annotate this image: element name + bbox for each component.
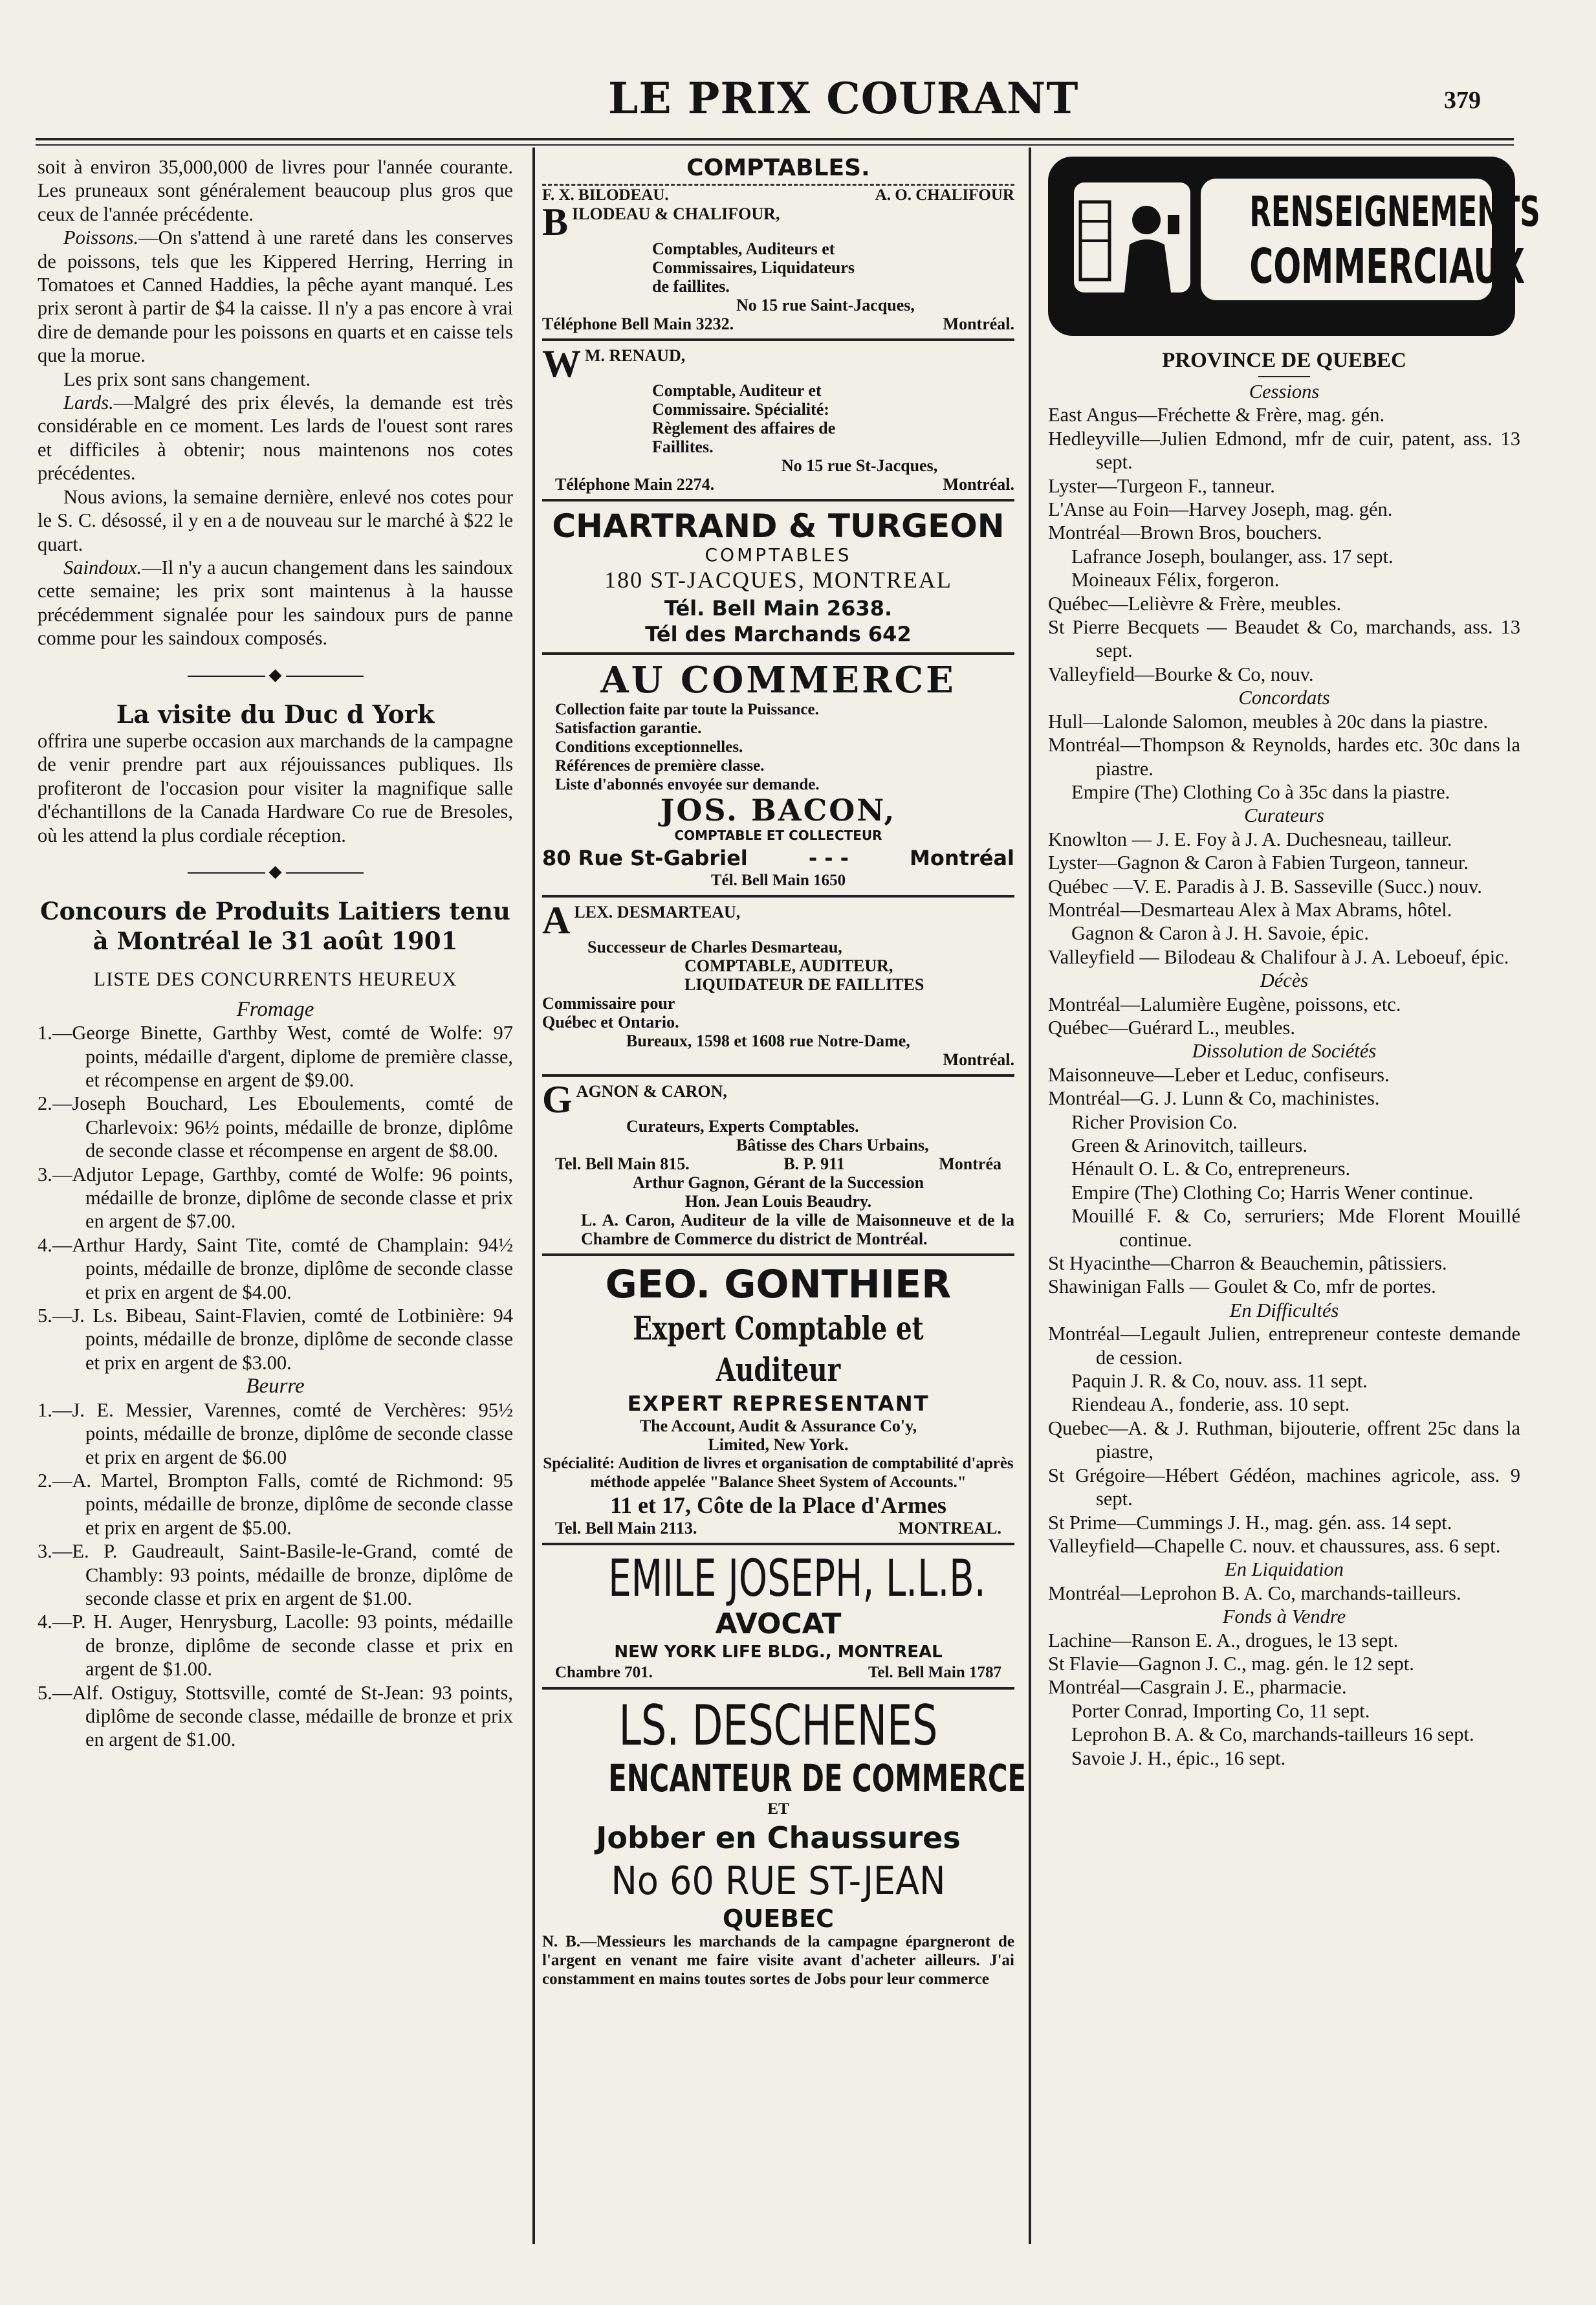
firm-name: JOS. BACON, — [660, 793, 897, 828]
notice-item: Lyster—Turgeon F., tanneur. — [1048, 474, 1275, 497]
paragraph: soit à environ 35,000,000 de livres pour l'année courante. Les pruneaux sont généralement beaucoup plus gros que ceux de l'année précédente. — [38, 156, 513, 225]
ad-line: Bâtisse des Chars Urbains, — [736, 1136, 929, 1154]
ad-address: 180 ST-JACQUES, MONTREAL — [604, 567, 952, 593]
article-title: Concours de Produits Laitiers tenu — [40, 897, 510, 926]
ad-line: ET — [767, 1800, 789, 1818]
ad-line: Références de première classe. — [555, 757, 765, 775]
ad-title: AU COMMERCE — [600, 659, 956, 701]
separator: - - - — [808, 846, 849, 870]
notice-item: Green & Arinovitch, tailleurs. — [1071, 1134, 1308, 1156]
ad-line: Collection faite par toute la Puissance. — [555, 701, 819, 718]
ad-address: 80 Rue St-Gabriel — [542, 846, 748, 870]
paragraph-text: —On s'attend à une rareté dans les conserves de poissons, tels que les Kippered Herring, Herring in Tomatoes et Canned Haddies, la pêche ayant manqué. Les prix seront à partir de $4 la caisse. Il n'y a pas encore à vrai dire de demande pour les poissons en quarts et en caisse tels que la morue. — [38, 226, 513, 367]
ad-address: 11 et 17, Côte de la Place d'Armes — [610, 1492, 946, 1518]
ad-phone: Tel. Bell Main 2113. — [555, 1519, 697, 1538]
ad-line: Hon. Jean Louis Beaudry. — [684, 1192, 872, 1211]
article-title: La visite du Duc d York — [116, 699, 435, 729]
notice-item: L'Anse au Foin—Harvey Joseph, mag. gén. — [1048, 498, 1393, 521]
ad-line: The Account, Audit & Assurance Co'y, — [639, 1417, 917, 1435]
province-heading: PROVINCE DE QUEBEC — [1162, 349, 1406, 372]
section-heading: En Difficultés — [1229, 1299, 1339, 1321]
list-item: 4.—P. H. Auger, Henrysburg, Lacolle: 93 points, médaille de bronze, diplôme de seconde classe et prix en argent de $1.00. — [38, 1611, 513, 1681]
ad-line: Arthur Gagnon, Gérant de la Succession — [632, 1173, 924, 1192]
list-item: 5.—J. Ls. Bibeau, Saint-Flavien, comté de Lotbinière: 94 points, médaille de bronze, diplôme de seconde classe et prix en argent de $3.00. — [38, 1305, 513, 1374]
ad-address: No 60 RUE ST-JEAN — [611, 1858, 946, 1904]
firm-name: ILODEAU & CHALIFOUR, — [572, 204, 780, 223]
ad-address: NEW YORK LIFE BLDG., MONTREAL — [614, 1642, 943, 1662]
ad-line: Spécialité: Audition de livres et organisation de comptabilité d'après méthode appelée "Balance Sheet System of Accounts." — [543, 1455, 1014, 1491]
firm-name: M. RENAUD, — [585, 346, 686, 365]
paragraph-text: —Malgré des prix élevés, la demande est très considérable en ce moment. Les lards de l'ouest sont rares et difficiles à obtenir; nous maintenons nos cotes précédentes. — [38, 392, 513, 485]
ad-au-commerce — [542, 660, 1014, 898]
ad-line: Satisfaction garantie. — [555, 720, 702, 737]
notice-item: St Flavie—Gagnon J. C., mag. gén. le 12 sept. — [1048, 1652, 1414, 1675]
notice-item: Valleyfield—Bourke & Co, nouv. — [1048, 663, 1314, 685]
ad-phone: Tél. Bell Main 1650 — [710, 872, 846, 889]
ad-line: Règlement des affaires de — [652, 419, 836, 437]
list-item: 3.—E. P. Gaudreault, Saint-Basile-le-Grand, comté de Chambly: 93 points, médaille de bronze, diplôme de seconde classe et prix en argent de $1.00. — [38, 1540, 513, 1609]
notice-item: Knowlton — J. E. Foy à J. A. Duchesneau, tailleur. — [1048, 828, 1452, 850]
ad-line: Liste d'abonnés envoyée sur demande. — [555, 776, 820, 793]
ad-city: Montréal — [910, 846, 1014, 870]
ad-line: Faillites. — [652, 437, 714, 456]
ad-line: COMPTABLES — [705, 544, 852, 566]
notice-item: Québec—Lelièvre & Frère, meubles. — [1048, 592, 1342, 615]
notice-item: Montréal—Lalumière Eugène, poissons, etc. — [1048, 993, 1401, 1015]
section-heading: Cessions — [1249, 380, 1320, 403]
notice-item: Montréal—Thompson & Reynolds, hardes etc. 30c dans la piastre. — [1048, 734, 1520, 780]
list-item: 4.—Arthur Hardy, Saint Tite, comté de Champlain: 94½ points, médaille de bronze, diplôme de seconde classe et prix en argent de $4.00. — [38, 1233, 513, 1303]
notice-item: Gagnon & Caron à J. H. Savoie, épic. — [1071, 922, 1369, 945]
notice-item: East Angus—Fréchette & Frère, mag. gén. — [1048, 404, 1385, 426]
notice-item: Montréal—G. J. Lunn & Co, machinistes. — [1048, 1087, 1380, 1110]
ad-po-box: B. P. 911 — [783, 1154, 845, 1173]
notice-item: Maisonneuve—Leber et Leduc, confiseurs. — [1048, 1063, 1390, 1086]
ad-line: Commissaire pour — [542, 994, 675, 1013]
banner-title: RENSEIGNEMENTS — [1249, 188, 1540, 236]
notice-item: St Grégoire—Hébert Gédéon, machines agricole, ass. 9 sept. — [1048, 1464, 1520, 1510]
notice-item: Montréal—Brown Bros, bouchers. — [1048, 522, 1322, 544]
article-title: à Montréal le 31 août 1901 — [93, 927, 458, 956]
ad-phone: Tél des Marchands 642 — [645, 622, 912, 646]
notice-item: Paquin J. R. & Co, nouv. ass. 11 sept. — [1071, 1370, 1368, 1393]
notice-item: Hénault O. L. & Co, entrepreneurs. — [1071, 1158, 1351, 1180]
ad-deschenes — [542, 1693, 1027, 1989]
notice-item: Montréal—Legault Julien, entrepreneur conteste demande de cession. — [1048, 1323, 1520, 1369]
notice-item: Riendeau A., fonderie, ass. 10 sept. — [1071, 1393, 1350, 1416]
ad-city: Montréal. — [943, 475, 1014, 494]
notice-item: Moineaux Félix, forgeron. — [1071, 569, 1280, 591]
ad-line: COMPTABLE ET COLLECTEUR — [674, 828, 882, 843]
column-divider — [532, 148, 535, 2244]
ad-phone: Téléphone Bell Main 3232. — [542, 314, 734, 333]
category-heading: Fromage — [236, 997, 314, 1021]
partner-name: F. X. BILODEAU. — [542, 186, 669, 204]
section-heading: En Liquidation — [1225, 1558, 1344, 1581]
ad-city: MONTREAL. — [898, 1519, 1001, 1538]
notice-item: Shawinigan Falls — Goulet & Co, mfr de portes. — [1048, 1275, 1436, 1298]
column-3-renseignements — [1048, 155, 1540, 1770]
ad-line: Commissaires, Liquidateurs — [652, 258, 855, 277]
header-rule-thin — [36, 144, 1514, 146]
masthead-title: LE PRIX COURANT — [608, 73, 1079, 124]
firm-name: CHARTRAND & TURGEON — [552, 507, 1005, 545]
ad-emile-joseph — [542, 1550, 1014, 1690]
ad-phone: Tel. Bell Main 815. — [555, 1154, 690, 1173]
masthead — [0, 61, 1596, 126]
notice-item: Lyster—Gagnon & Caron à Fabien Turgeon, tanneur. — [1048, 852, 1469, 874]
list-item: 1.—J. E. Messier, Varennes, comté de Verchères: 95½ points, médaille de bronze, diplôme de seconde classe et prix en argent de $6.00 — [38, 1398, 513, 1468]
notice-item: Valleyfield — Bilodeau & Chalifour à J. A. Leboeuf, épic. — [1048, 945, 1509, 968]
notice-item: St Prime—Cummings J. H., mag. gén. ass. 14 sept. — [1048, 1511, 1452, 1534]
notice-item: Empire (The) Clothing Co; Harris Wener continue. — [1071, 1181, 1474, 1204]
clerk-illustration — [1074, 182, 1190, 292]
illustration-figure — [1074, 182, 1190, 292]
column-1 — [38, 155, 513, 1752]
ad-line: Conditions exceptionnelles. — [555, 738, 743, 756]
notice-item: Québec—Guérard L., meubles. — [1048, 1016, 1295, 1039]
paragraph: offrira une superbe occasion aux marchands de la campagne de venir prendre part aux réjouissances publiques. Ils profiteront de l'occasion pour visiter la magnifique salle d'échantillons de la Canada Hardware Co rue de Bresoles, où les attend la plus cordiale réception. — [38, 729, 513, 846]
notice-item: Hull—Lalonde Salomon, meubles à 20c dans la piastre. — [1048, 710, 1489, 733]
firm-name: LS. DESCHENES — [618, 1693, 938, 1758]
notice-item: Montréal—Leprohon B. A. Co, marchands-tailleurs. — [1048, 1582, 1461, 1604]
section-heading: Curateurs — [1244, 804, 1324, 827]
section-heading: Dissolution de Sociétés — [1192, 1040, 1377, 1063]
banner-text-panel — [1201, 179, 1540, 300]
ad-line: LIQUIDATEUR DE FAILLITES — [684, 975, 924, 994]
ad-gonthier — [542, 1261, 1014, 1545]
ad-renaud — [542, 342, 1014, 502]
ad-line: Curateurs, Experts Comptables. — [626, 1117, 859, 1136]
list-item: 3.—Adjutor Lepage, Garthby, comté de Wolfe: 96 points, médaille de bronze, diplôme de seconde classe et prix en argent de $7.00. — [38, 1163, 513, 1233]
notice-item: Empire (The) Clothing Co à 35c dans la piastre. — [1071, 780, 1450, 803]
ad-address: No 15 rue St-Jacques, — [782, 456, 938, 475]
page-number: 379 — [1444, 87, 1481, 114]
ad-line: Jobber en Chaussures — [596, 1820, 961, 1855]
ad-room: Chambre 701. — [555, 1664, 653, 1681]
ad-gagnon-caron — [542, 1078, 1014, 1256]
notice-item: Richer Provision Co. — [1071, 1110, 1238, 1133]
section-label: Lards. — [63, 392, 114, 414]
list-item: 2.—A. Martel, Brompton Falls, comté de Richmond: 95 points, médaille de bronze, diplôme de seconde classe et prix en argent de $5.00. — [38, 1469, 513, 1539]
firm-name: AGNON & CARON, — [576, 1082, 727, 1101]
banner-subtitle: COMMERCIAUX — [1249, 239, 1525, 294]
section-label: Poissons. — [63, 226, 139, 249]
notice-item: St Pierre Becquets — Beaudet & Co, marchands, ass. 13 sept. — [1048, 616, 1520, 662]
firm-name: GEO. GONTHIER — [605, 1262, 952, 1307]
notice-item: Lafrance Joseph, boulanger, ass. 17 sept. — [1071, 545, 1394, 568]
drop-cap: W — [542, 342, 581, 385]
partner-name: A. O. CHALIFOUR — [875, 186, 1014, 204]
list-item: 2.—Joseph Bouchard, Les Eboulements, comté de Charlevoix: 96½ points, médaille de bronze, diplôme de seconde classe et récompense en argent de $8.00. — [38, 1092, 513, 1162]
ad-line: Commissaire. Spécialité: — [652, 400, 829, 419]
section-heading: Fonds à Vendre — [1222, 1605, 1346, 1628]
drop-cap: G — [542, 1078, 573, 1121]
notice-item: Quebec—A. & J. Ruthman, bijouterie, offrent 25c dans la piastre, — [1048, 1417, 1520, 1463]
notice-item: St Hyacinthe—Charron & Beauchemin, pâtissiers. — [1048, 1252, 1447, 1275]
ad-phone: Tél. Bell Main 2638. — [664, 596, 893, 621]
list-item: 5.—Alf. Ostiguy, Stottsville, comté de St-Jean: 93 points, diplôme de seconde classe, médaille de bronze et prix en argent de $1.00. — [38, 1681, 513, 1751]
notice-item: Valleyfield—Chapelle C. nouv. et chaussures, ass. 6 sept. — [1048, 1534, 1501, 1557]
divider — [1258, 376, 1310, 377]
ad-city: QUEBEC — [723, 1904, 834, 1933]
notice-item: Savoie J. H., épic., 16 sept. — [1071, 1747, 1286, 1769]
ad-phone: Tel. Bell Main 1787 — [868, 1664, 1001, 1681]
ad-bilodeau — [542, 186, 1014, 341]
ad-line: EXPERT REPRESENTANT — [627, 1391, 930, 1416]
paragraph — [38, 226, 513, 367]
column-divider — [1029, 148, 1031, 2244]
section-heading: Concordats — [1238, 687, 1330, 709]
ad-line: Limited, New York. — [708, 1435, 849, 1454]
ad-line: L. A. Caron, Auditeur de la ville de Maisonneuve et de la Chambre de Commerce du district de Montréal. — [581, 1211, 1014, 1248]
ad-phone: Téléphone Main 2274. — [555, 475, 715, 494]
drop-cap: B — [542, 201, 569, 243]
ornament-divider: ◆ — [38, 663, 513, 687]
ad-line: Québec et Ontario. — [542, 1013, 679, 1031]
ad-line: Comptable, Auditeur et — [652, 381, 822, 400]
notice-item: Québec —V. E. Paradis à J. B. Sasseville (Succ.) nouv. — [1048, 875, 1482, 898]
renseignements-banner — [1048, 157, 1540, 336]
ad-city: Montréa — [939, 1154, 1001, 1173]
notice-item: Porter Conrad, Importing Co, 11 sept. — [1071, 1699, 1370, 1722]
ad-line: Comptables, Auditeurs et — [652, 239, 835, 258]
ad-address: No 15 rue Saint-Jacques, — [736, 296, 915, 314]
ad-city: Montréal. — [943, 314, 1014, 333]
column-2-advertisements — [542, 155, 1027, 1989]
paragraph: Nous avions, la semaine dernière, enlevé nos cotes pour le S. C. désossé, il y en a de nouveau sur le marché à $22 le quart. — [38, 485, 513, 555]
ad-address: Bureaux, 1598 et 1608 rue Notre-Dame, — [626, 1031, 910, 1050]
header-rule — [36, 138, 1514, 140]
paragraph: Les prix sont sans changement. — [63, 368, 311, 390]
notice-item: Lachine—Ranson E. A., drogues, le 13 sept. — [1048, 1629, 1399, 1651]
ad-desmarteau — [542, 899, 1014, 1077]
ad-line: de faillites. — [652, 277, 730, 296]
category-heading: Beurre — [246, 1374, 305, 1398]
notice-item: Montréal—Casgrain J. E., pharmacie. — [1048, 1676, 1347, 1699]
paragraph — [38, 391, 513, 485]
ad-line: COMPTABLE, AUDITEUR, — [684, 956, 893, 975]
ad-line: Successeur de Charles Desmarteau, — [587, 938, 842, 956]
notice-sections — [1048, 380, 1520, 1770]
notice-item: Montréal—Desmarteau Alex à Max Abrams, hôtel. — [1048, 898, 1452, 921]
notice-item: Leprohon B. A. & Co, marchands-tailleurs 16 sept. — [1071, 1723, 1474, 1746]
ad-note: N. B.—Messieurs les marchands de la campagne épargneront de l'argent en venant me faire visite avant d'acheter ailleurs. J'ai constamment en mains toutes sortes de Jobs pour leur commerce — [542, 1933, 1014, 1988]
ad-city: Montréal. — [943, 1050, 1014, 1069]
firm-name: LEX. DESMARTEAU, — [574, 903, 741, 921]
ad-line: AVOCAT — [715, 1607, 842, 1640]
list-item: 1.—George Binette, Garthby West, comté de Wolfe: 97 points, médaille d'argent, diplome de première classe, et récompense en argent de $9.00. — [38, 1022, 513, 1091]
drop-cap: A — [542, 899, 571, 942]
notice-item: Mouillé F. & Co, serruriers; Mde Florent Mouillé continue. — [1071, 1205, 1520, 1251]
section-label: Saindoux. — [63, 556, 142, 579]
list-heading: LISTE DES CONCURRENTS HEUREUX — [93, 968, 457, 991]
notice-item: Hedleyville—Julien Edmond, mfr de cuir, patent, ass. 13 sept. — [1048, 427, 1520, 474]
firm-name: EMILE JOSEPH, L.L.B. — [608, 1550, 986, 1608]
ad-line: Expert Comptable et Auditeur — [633, 1309, 924, 1389]
paragraph-text: —Il n'y a aucun changement dans les saindoux cette semaine; les prix sont maintenus à la hausse précédemment signalée pour les saindoux purs de panne comme pour les saindoux composés. — [38, 556, 513, 650]
section-heading: Décès — [1260, 969, 1309, 992]
paragraph — [38, 556, 513, 650]
ad-chartrand — [542, 507, 1014, 655]
comptables-heading: COMPTABLES. — [542, 155, 1014, 186]
ad-line: ENCANTEUR DE COMMERCE — [608, 1756, 1027, 1800]
ornament-divider: ◆ — [38, 860, 513, 883]
